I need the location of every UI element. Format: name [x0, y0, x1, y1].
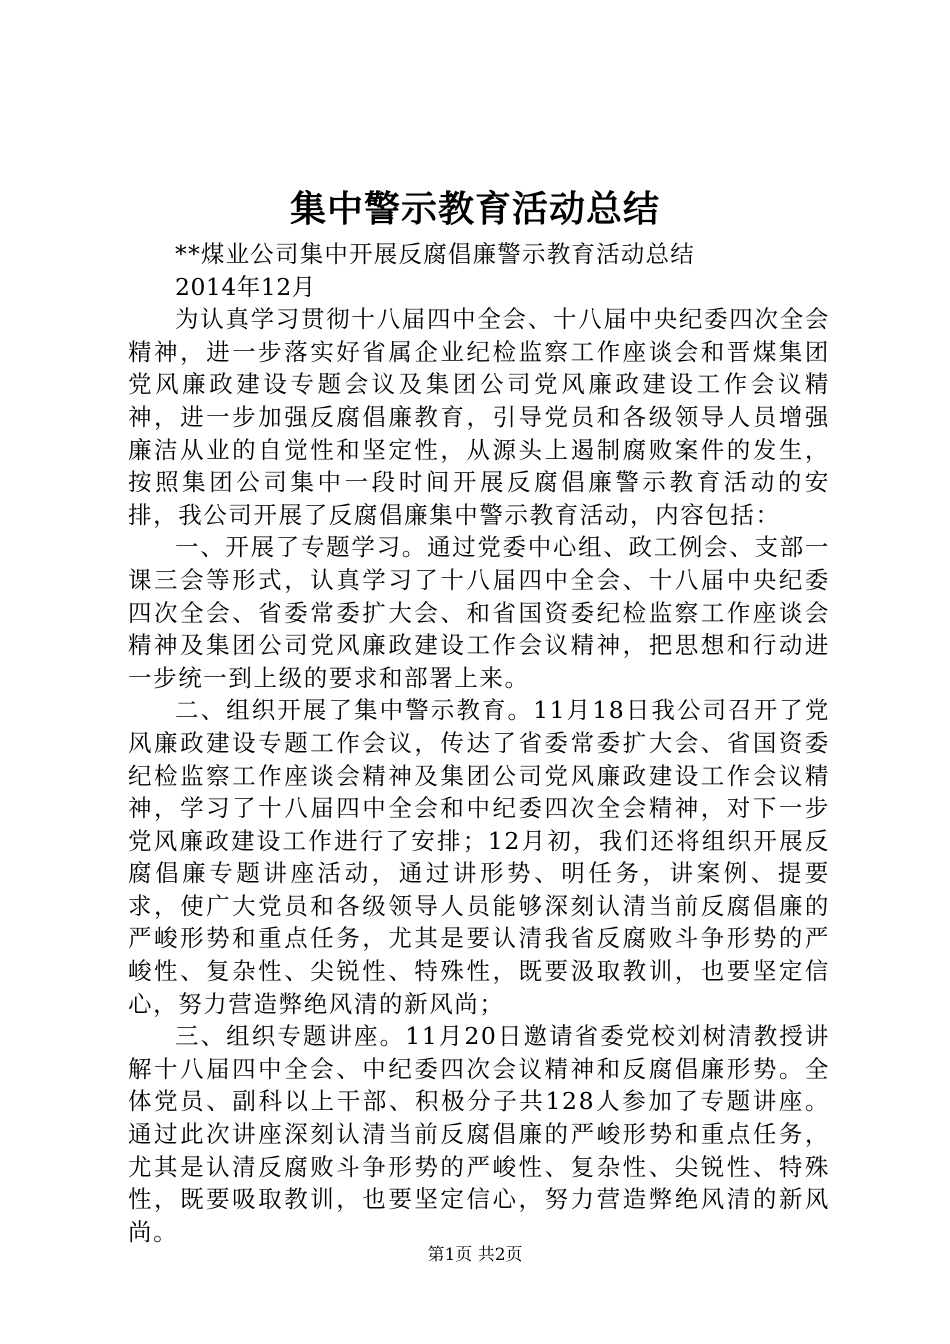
document-body: [128, 238, 830, 1248]
document-date: 2014年12月: [175, 272, 316, 301]
page-number-footer: 第1页 共2页: [427, 1245, 523, 1265]
paragraph-section-2: 二、组织开展了集中警示教育。11月18日我公司召开了党风廉政建设专题工作会议，传达了省委常委扩大会、省国资委纪检监察工作座谈会精神及集团公司党风廉政建设工作会议精神，学习了十八届四中全会和中纪委四次全会精神，对下一步党风廉政建设工作进行了安排；12月初，我们还将组织开展反腐倡廉专题讲座活动，通过讲形势、明任务，讲案例、提要求，使广大党员和各级领导人员能够深刻认清当前反腐倡廉的严峻形势和重点任务，尤其是要认清我省反腐败斗争形势的严峻性、复杂性、尖锐性、特殊性，既要汲取教训，也要坚定信心，努力营造弊绝风清的新风尚；: [128, 696, 830, 1018]
document-title: 集中警示教育活动总结: [289, 188, 660, 230]
paragraph-intro: 为认真学习贯彻十八届四中全会、十八届中央纪委四次全会精神，进一步落实好省属企业纪检监察工作座谈会和晋煤集团党风廉政建设专题会议及集团公司党风廉政建设工作会议精神，进一步加强反腐倡廉教育，引导党员和各级领导人员增强廉洁从业的自觉性和坚定性，从源头上遏制腐败案件的发生，按照集团公司集中一段时间开展反腐倡廉警示教育活动的安排，我公司开展了反腐倡廉集中警示教育活动，内容包括：: [128, 305, 830, 529]
paragraph-section-3: 三、组织专题讲座。11月20日邀请省委党校刘树清教授讲解十八届四中全会、中纪委四次会议精神和反腐倡廉形势。全体党员、副科以上干部、积极分子共128人参加了专题讲座。通过此次讲座深刻认清当前反腐倡廉的严峻形势和重点任务，尤其是认清反腐败斗争形势的严峻性、复杂性、尖锐性、特殊性，既要吸取教训，也要坚定信心，努力营造弊绝风清的新风尚。: [128, 1022, 830, 1246]
document-subtitle: **煤业公司集中开展反腐倡廉警示教育活动总结: [175, 240, 695, 268]
paragraph-section-1: 一、开展了专题学习。通过党委中心组、政工例会、支部一课三会等形式，认真学习了十八届四中全会、十八届中央纪委四次全会、省委常委扩大会、和省国资委纪检监察工作座谈会精神及集团公司党风廉政建设工作会议精神，把思想和行动进一步统一到上级的要求和部署上来。: [128, 533, 830, 692]
